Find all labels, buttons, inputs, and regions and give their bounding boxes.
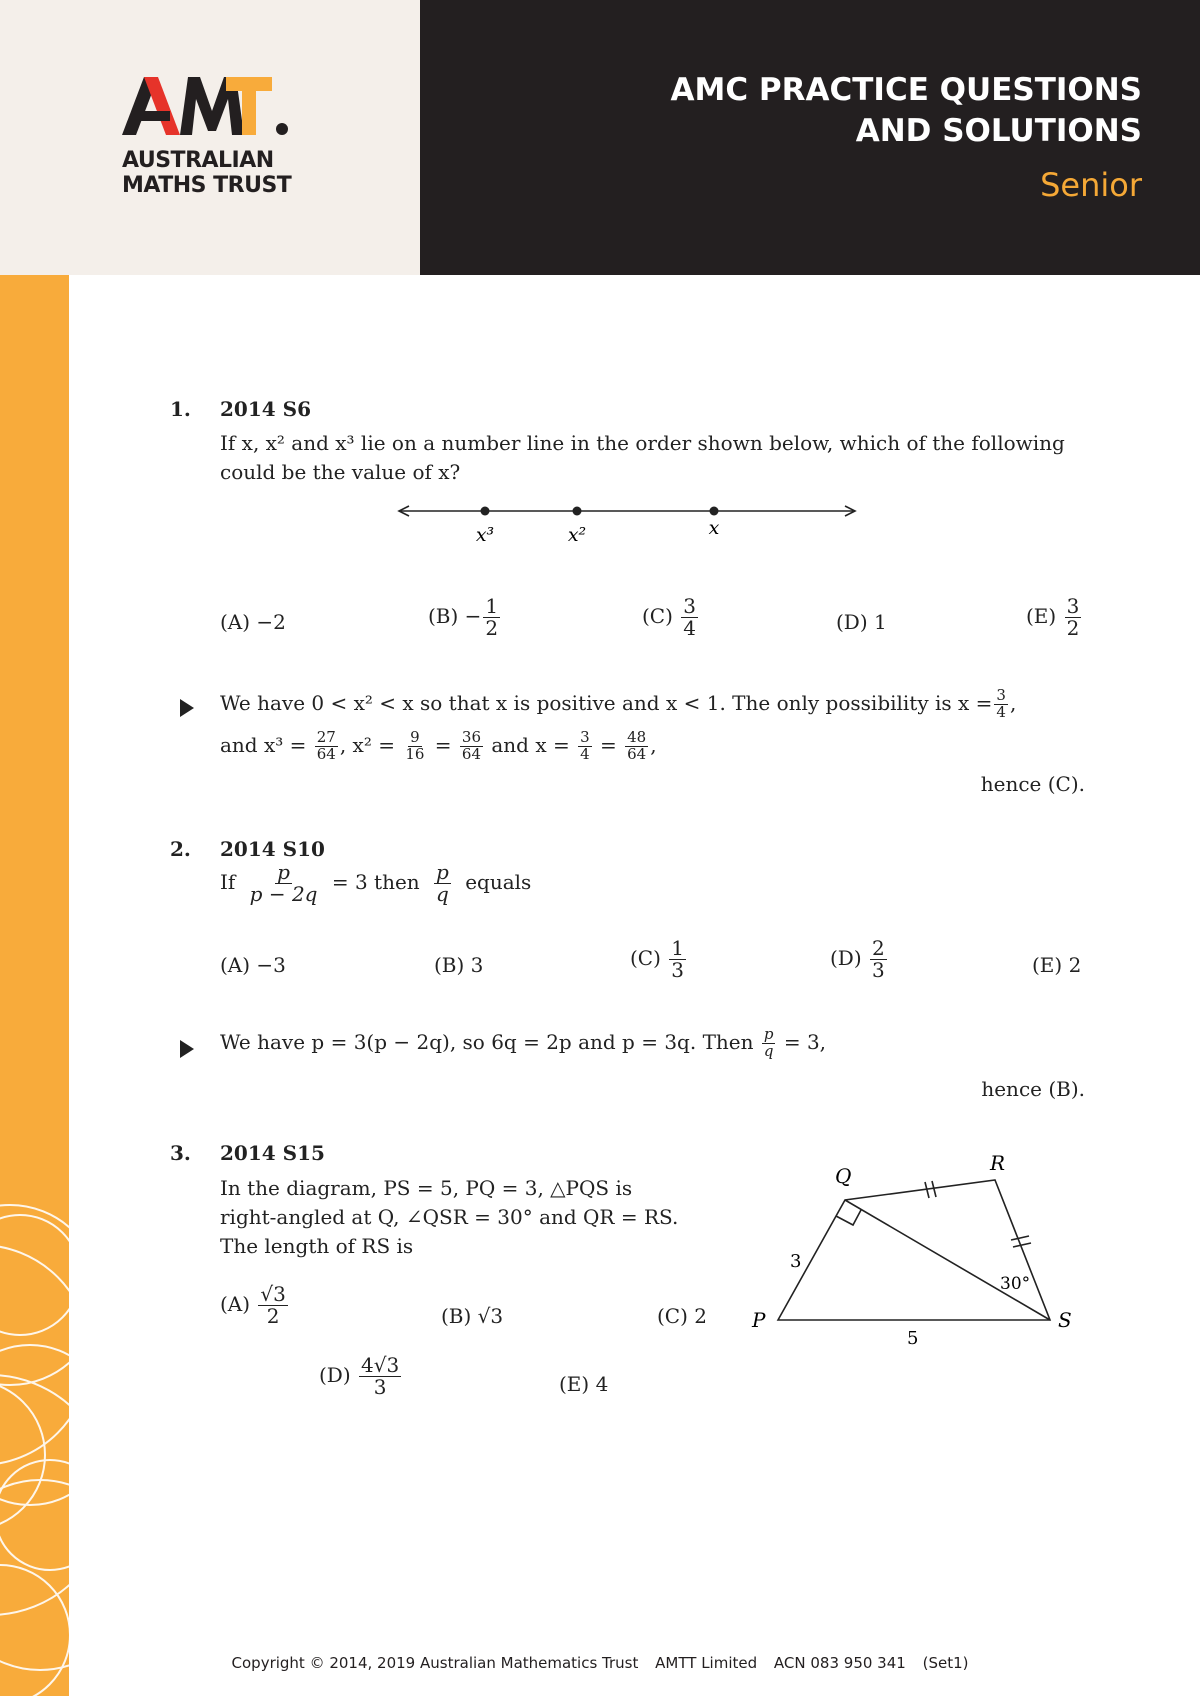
footer-set: (Set1): [922, 1654, 969, 1672]
sol-frac: [762, 1027, 776, 1060]
q1-number: 1.: [170, 397, 191, 421]
line-label-x2: x²: [567, 524, 587, 546]
q1-solution-line2: and x³ = $\frac{27}{64}$ , x² = $\frac{9}{16}$ = $\frac{36}{64}$ and x = $\frac{3}{4}$ = $\frac{48}{64}$ ,: [220, 728, 657, 763]
frac-den: 2: [266, 1304, 280, 1328]
q1-text-a: If x, x² and x³ lie on a number line in the order shown below, which of the following: [220, 431, 1065, 455]
q2-option-a: (A) −3: [220, 953, 286, 977]
q3-option-a-label: (A): [220, 1292, 251, 1316]
q2-eq: = 3 then: [331, 870, 420, 894]
frac-num: √3: [260, 1282, 286, 1306]
vertex-s: S: [1058, 1308, 1072, 1332]
q2-option-d-frac: [870, 938, 887, 981]
q2-answer: hence (B).: [981, 1077, 1085, 1101]
q1-option-c-frac: [681, 596, 698, 639]
frac-num: 3: [996, 686, 1006, 704]
sol-frac: [578, 730, 592, 763]
frac-num: 3: [580, 728, 590, 746]
frac-den: 2: [485, 616, 499, 640]
q3-text1: In the diagram, PS = 5, PQ = 3, △PQS is: [220, 1176, 633, 1200]
q2-code: 2014 S10: [220, 837, 325, 861]
q3-text3: The length of RS is: [220, 1234, 414, 1258]
frac-den: 2: [1066, 616, 1080, 640]
sol-text: and x³ =: [220, 732, 307, 757]
q3-option-d-frac: [359, 1355, 401, 1398]
sol-frac: [460, 730, 483, 763]
sol-text: =: [600, 732, 617, 757]
line-label-x3: x³: [475, 524, 495, 546]
q1-header: [170, 397, 311, 421]
q1-option-c-label: (C): [642, 604, 673, 628]
frac-num: 1: [485, 594, 499, 618]
footer-copyright: Copyright © 2014, 2019 Australian Mathematics Trust: [231, 1654, 639, 1672]
q3-option-c: (C) 2: [657, 1304, 707, 1328]
q3-header: [170, 1141, 325, 1165]
q1-option-e-label: (E): [1026, 604, 1057, 628]
frac-num: 3: [1066, 594, 1080, 618]
q1-option-c: [642, 596, 700, 639]
frac-den: 64: [461, 744, 482, 763]
q3-option-d-label: (D): [319, 1363, 351, 1387]
sol-text: = 3,: [783, 1029, 827, 1054]
sol-frac: [315, 730, 338, 763]
page-subtitle: Senior: [1040, 166, 1142, 204]
frac-den: q: [763, 1041, 774, 1060]
frac-num: 48: [627, 728, 647, 746]
org-line1: AUSTRALIAN: [122, 148, 274, 173]
q3-code: 2014 S15: [220, 1141, 325, 1165]
frac-den: 3: [872, 958, 885, 982]
sol-text: We have 0 < x² < x so that x is positive and x < 1. The only possibility is x =: [220, 690, 993, 715]
q2-text: [220, 862, 531, 905]
q1-option-a: (A) −2: [220, 610, 286, 634]
frac-den: 4: [580, 744, 590, 763]
frac-den: 4: [996, 702, 1006, 721]
sol-frac: [994, 688, 1008, 721]
sol-text: =: [434, 732, 452, 757]
vertex-r: R: [990, 1151, 1006, 1175]
frac-den: 4: [683, 616, 697, 640]
q3-option-d: [319, 1355, 403, 1398]
side-pq-length: 3: [790, 1251, 802, 1272]
q2-option-e: (E) 2: [1032, 953, 1082, 977]
frac-num: 3: [683, 594, 697, 618]
q1-option-b: [428, 596, 502, 639]
sol-text: and x =: [491, 732, 570, 757]
frac-den: q: [436, 882, 449, 906]
q2-pq-frac: [434, 862, 451, 905]
q1-option-e-frac: [1065, 596, 1082, 639]
q1-answer: hence (C).: [980, 772, 1085, 796]
frac-num: 1: [671, 936, 685, 960]
q2-number: 2.: [170, 837, 191, 861]
sol-frac: [625, 730, 648, 763]
angle-label: 30°: [1000, 1274, 1031, 1294]
side-ps-length: 5: [907, 1328, 919, 1349]
q2-option-c-label: (C): [630, 946, 661, 970]
frac-den: 16: [405, 744, 425, 763]
sol-frac: [403, 730, 426, 763]
q1-code: 2014 S6: [220, 397, 311, 421]
footer-company: AMTT Limited: [655, 1654, 758, 1672]
q2-option-b: (B) 3: [434, 953, 484, 977]
frac-den: 3: [671, 958, 685, 982]
q1-number-line: [395, 498, 860, 548]
vertex-q: Q: [835, 1164, 852, 1188]
header-logo-panel: [0, 0, 420, 275]
q1-text-b: could be the value of x?: [220, 460, 461, 484]
page-title: [671, 70, 1142, 152]
frac-num: 27: [316, 728, 336, 746]
frac-den: 64: [316, 744, 336, 763]
title-line1: AMC PRACTICE QUESTIONS: [670, 72, 1142, 108]
frac-num: p: [763, 1025, 774, 1043]
q2-option-c: [630, 938, 688, 981]
frac-num: p: [277, 860, 290, 884]
frac-num: p: [436, 860, 449, 884]
q1-option-e: [1026, 596, 1083, 639]
decorative-circles-icon: [0, 275, 69, 1696]
frac-den: 64: [627, 744, 647, 763]
logo-text: AMT: [122, 75, 125, 76]
q2-option-d-label: (D): [830, 946, 862, 970]
q3-number: 3.: [170, 1141, 191, 1165]
q2-option-c-frac: [669, 938, 686, 981]
q3-option-b: (B) √3: [441, 1304, 504, 1328]
sidebar-decoration: [0, 275, 69, 1696]
q2-solution: [220, 1027, 826, 1060]
q2-equals: equals: [465, 870, 532, 894]
q2-header: [170, 837, 325, 861]
frac-num: 2: [872, 936, 885, 960]
frac-den: 3: [373, 1375, 387, 1399]
frac-num: 9: [410, 728, 420, 746]
vertex-p: P: [752, 1308, 766, 1332]
q3-option-e: (E) 4: [559, 1372, 609, 1396]
title-line2: AND SOLUTIONS: [855, 113, 1142, 149]
frac-num: 36: [461, 728, 482, 746]
sol-text: We have p = 3(p − 2q), so 6q = 2p and p = 3q. Then: [220, 1029, 754, 1054]
footer-acn: ACN 083 950 341: [773, 1654, 906, 1672]
solution-arrow-icon: [180, 699, 194, 717]
frac-num: 4√3: [361, 1353, 400, 1377]
line-label-x: x: [708, 517, 720, 539]
frac-den: p − 2q: [249, 882, 318, 906]
footer: [0, 1654, 1200, 1672]
org-name: [122, 148, 291, 198]
q1-option-b-frac: [483, 596, 500, 639]
org-line2: MATHS TRUST: [122, 173, 292, 198]
q3-option-a: [220, 1284, 290, 1327]
q3-text2: right-angled at Q, ∠QSR = 30° and QR = RS.: [220, 1205, 679, 1229]
q3-triangle-diagram: [740, 1145, 1085, 1350]
q2-frac: [248, 862, 320, 905]
sol-text: , x² =: [339, 732, 395, 757]
q1-option-d: (D) 1: [836, 610, 887, 634]
solution-arrow-icon: [180, 1040, 194, 1058]
q2-if: If: [220, 870, 236, 894]
q3-option-a-frac: [258, 1284, 287, 1327]
q1-solution-line1: We have 0 < x² < x so that x is positive and x < 1. The only possibility is x = $\frac{3}{4}$ ,: [220, 686, 1017, 721]
amt-logo: [122, 75, 292, 137]
q1-option-b-label: (B) −: [428, 604, 482, 628]
q2-option-d: [830, 938, 889, 981]
